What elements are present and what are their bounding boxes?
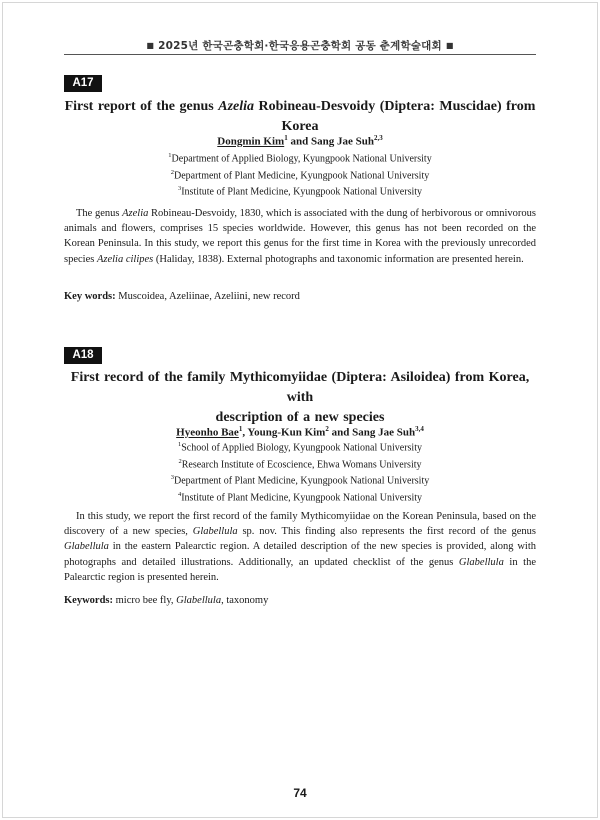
abstract-text: in the eastern Palearctic region. A detailed description of the new species is provided, along with photographs and detailed illustrations. Additionally, an updated checklist of the genus — [64, 541, 536, 568]
abstract-body-a17 — [64, 206, 536, 267]
affil-sup: 2 — [170, 168, 174, 176]
affil-sup: 3 — [177, 185, 182, 193]
presenting-author: Dongmin Kim — [217, 135, 285, 148]
affil-sup: 2 — [178, 457, 182, 465]
author-list-a17 — [64, 134, 536, 148]
title-genus: Azelia — [218, 99, 255, 114]
author-affil-sup: 1 — [284, 134, 288, 142]
affil-text: Institute of Plant Medicine, Kyungpook National University — [181, 186, 423, 198]
author-affil-sup: 2,3 — [373, 134, 383, 142]
author-list-a18 — [64, 425, 536, 439]
author-separator: and — [287, 135, 311, 148]
author-name: , Young-Kun Kim — [242, 426, 326, 439]
presenting-author: Hyeonho Bae — [176, 426, 239, 439]
abstract-code-badge-a18: A18 — [64, 347, 102, 364]
abstract-text: (Haliday, 1838). External photographs and taxonomic information are presented herein. — [153, 253, 524, 265]
affil-text: Department of Plant Medicine, Kyungpook National University — [174, 170, 430, 182]
header-marker-right: ■ — [445, 41, 454, 50]
abstract-title-a17 — [64, 97, 536, 137]
affil-text: Department of Applied Biology, Kyungpook National University — [171, 153, 432, 165]
affiliation-line — [64, 149, 536, 166]
affil-text: Department of Plant Medicine, Kyungpook National University — [174, 475, 430, 487]
title-line: First record of the family Mythicomyiidae (Diptera: Asiloidea) from Korea, with — [70, 370, 530, 405]
author-name: Sang Jae Suh — [310, 135, 374, 148]
author-affil-sup: 1 — [238, 425, 243, 433]
affiliation-line — [64, 488, 536, 505]
author-name: and Sang Jae Suh — [328, 426, 416, 439]
abstract-italic: Glabellula — [192, 526, 238, 538]
abstract-italic: Glabellula — [64, 541, 109, 553]
affiliation-line — [64, 455, 536, 472]
title-line: description of a new species — [215, 410, 385, 425]
author-affil-sup: 2 — [325, 425, 329, 433]
header-text: 2025년 한국곤충학회·한국응용곤충학회 공동 춘계학술대회 — [158, 40, 442, 52]
abstract-body-a18 — [64, 509, 536, 585]
affil-sup: 1 — [178, 441, 182, 448]
abstract-italic: Azelia — [122, 208, 149, 219]
keywords-italic: Glabellula — [176, 595, 222, 606]
affiliation-line — [64, 438, 536, 455]
keywords-label: Keywords: — [64, 595, 113, 606]
affil-text: Institute of Plant Medicine, Kyungpook National University — [181, 492, 423, 504]
affiliation-line — [64, 182, 536, 199]
running-header — [60, 38, 540, 53]
keywords-text: micro bee fly, — [113, 595, 177, 606]
keywords-text: , taxonomy — [221, 595, 269, 606]
affil-sup: 4 — [177, 491, 182, 499]
abstract-text: in the Palearctic region is presented herein. — [64, 556, 536, 583]
title-text: Robineau-Desvoidy (Diptera: Muscidae) from Korea — [254, 99, 536, 134]
author-affil-sup: 3,4 — [415, 425, 424, 433]
abstract-text: The genus — [76, 208, 123, 219]
affil-sup: 1 — [168, 152, 172, 159]
affil-sup: 3 — [170, 474, 174, 482]
affiliations-a18 — [64, 438, 536, 505]
abstract-code-badge-a17: A17 — [64, 75, 102, 92]
page-number: 74 — [293, 786, 307, 800]
abstract-italic: Azelia cilipes — [96, 253, 154, 265]
header-rule — [64, 54, 536, 55]
affil-text: School of Applied Biology, Kyungpook National University — [181, 442, 422, 454]
affiliation-line — [64, 166, 536, 183]
abstract-text: sp. nov. This finding also represents the first record of the genus — [237, 526, 536, 538]
keywords-a18 — [64, 593, 536, 608]
abstract-text: In this study, we report the first record of the family Mythicomyiidae on the Korean Peninsula, based on the discovery of a new species, — [64, 511, 536, 538]
abstract-title-a18 — [64, 368, 536, 428]
affil-text: Research Institute of Ecoscience, Ehwa Womans University — [181, 459, 422, 471]
keywords-text: Muscoidea, Azeliinae, Azeliini, new record — [115, 291, 300, 302]
title-text: First report of the genus — [64, 99, 219, 114]
abstract-italic: Glabellula — [458, 556, 504, 568]
abstract-text: Robineau-Desvoidy, 1830, which is associated with the dung of herbivorous or omnivorous animals and flowers, comprises 15 species worldwide. However, this genus has not been recorded on the Korean Peninsula. In this study, we report this genus for the first time in Korea with the previously unrecorded species — [64, 208, 536, 265]
affiliation-line — [64, 471, 536, 488]
header-marker-left: ■ — [146, 41, 155, 50]
keywords-a17 — [64, 289, 536, 304]
affiliations-a17 — [64, 149, 536, 199]
keywords-label: Key words: — [64, 291, 116, 302]
